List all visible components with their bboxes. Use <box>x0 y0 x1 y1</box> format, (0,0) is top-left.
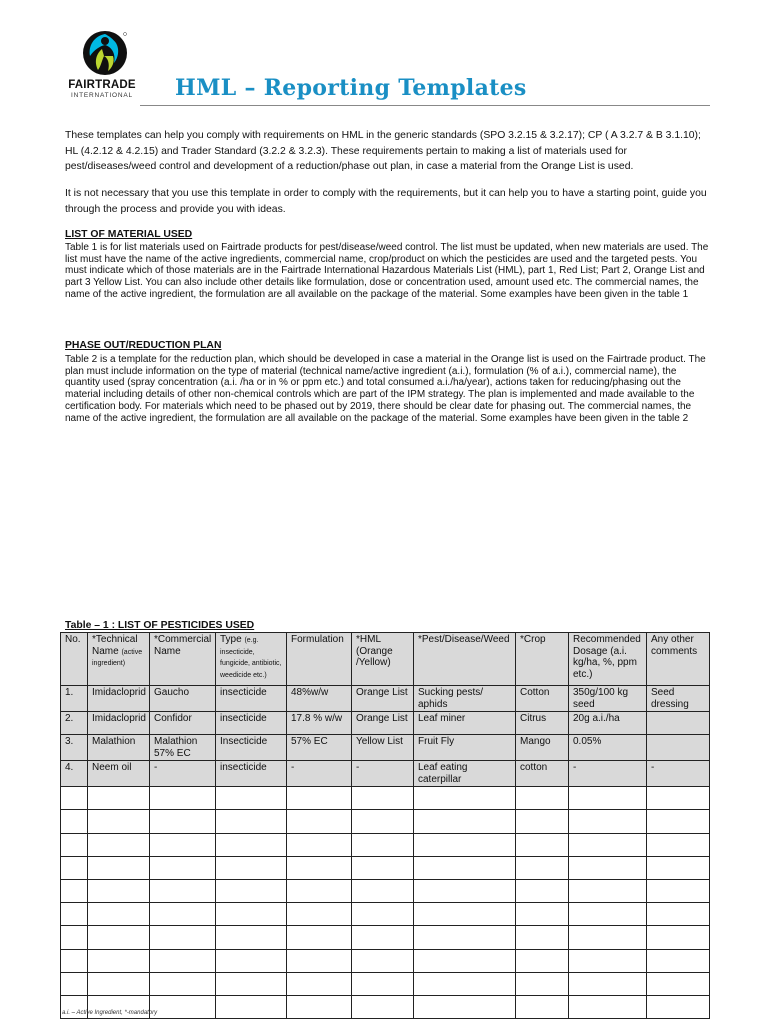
empty-table-cell[interactable] <box>287 856 352 879</box>
empty-table-cell[interactable] <box>569 856 647 879</box>
table-cell: Leaf miner <box>414 712 516 735</box>
table-cell: Fruit Fly <box>414 735 516 761</box>
empty-table-cell[interactable] <box>150 903 216 926</box>
section-heading-materials: LIST OF MATERIAL USED <box>65 229 193 240</box>
empty-table-cell[interactable] <box>287 833 352 856</box>
logo-wordmark: FAIRTRADE <box>68 79 136 91</box>
column-header-label: Type <box>220 634 242 645</box>
empty-table-cell[interactable] <box>647 810 710 833</box>
empty-table-cell[interactable] <box>414 926 516 949</box>
empty-table-cell[interactable] <box>414 787 516 810</box>
empty-table-cell[interactable] <box>516 879 569 902</box>
table-cell: 350g/100 kg seed <box>569 686 647 712</box>
section-heading-phase-out: PHASE OUT/REDUCTION PLAN <box>65 340 222 351</box>
empty-table-cell[interactable] <box>569 903 647 926</box>
table-row <box>61 735 710 761</box>
table-header-row <box>61 633 710 686</box>
table-cell: 2. <box>61 712 88 735</box>
empty-table-cell[interactable] <box>647 949 710 972</box>
empty-table-cell[interactable] <box>569 949 647 972</box>
empty-table-cell[interactable] <box>516 972 569 995</box>
empty-table-cell[interactable] <box>647 995 710 1018</box>
empty-table-cell[interactable] <box>647 972 710 995</box>
table-cell: - <box>352 761 414 787</box>
table-cell: 1. <box>61 686 88 712</box>
empty-table-cell[interactable] <box>88 833 150 856</box>
empty-table-cell[interactable] <box>88 787 150 810</box>
empty-table-row <box>61 810 710 833</box>
empty-table-cell[interactable] <box>216 926 287 949</box>
table-cell: Insecticide <box>216 735 287 761</box>
empty-table-cell[interactable] <box>352 995 414 1018</box>
empty-table-cell[interactable] <box>569 787 647 810</box>
empty-table-cell[interactable] <box>61 949 88 972</box>
empty-table-cell[interactable] <box>414 949 516 972</box>
empty-table-cell[interactable] <box>287 903 352 926</box>
table-cell: 57% EC <box>287 735 352 761</box>
title-divider <box>140 105 710 106</box>
empty-table-cell[interactable] <box>569 995 647 1018</box>
empty-table-row <box>61 995 710 1018</box>
empty-table-cell[interactable] <box>647 903 710 926</box>
intro-paragraph-1: These templates can help you comply with requirements on HML in the generic standards (SPO 3.2.15 & 3.2.17); CP ( A 3.2.7 & B 3.1.10); HL (4.2.12 & 4.2.15) and Trader Standard (3.2.2 & 3.2.3). These requirements pertain to making a list of materials used for pest/diseases/weed control and development of a reduction/phase out plan, in case a material from the Orange List is used. <box>65 130 701 172</box>
table-footnote: a.i. – Active Ingredient, *-mandatory <box>62 1010 158 1016</box>
empty-table-cell[interactable] <box>414 995 516 1018</box>
empty-table-cell[interactable] <box>150 972 216 995</box>
empty-table-cell[interactable] <box>61 903 88 926</box>
empty-table-cell[interactable] <box>287 926 352 949</box>
table-caption: Table – 1 : LIST OF PESTICIDES USED <box>65 620 255 631</box>
empty-table-cell[interactable] <box>61 833 88 856</box>
table-cell: 20g a.i./ha <box>569 712 647 735</box>
table-cell: - <box>647 761 710 787</box>
section-body-materials: Table 1 is for list materials used on Fairtrade products for pest/disease/weed control. The list must be updated, when new materials are used. The list must have the name of the active ingredients, commercial name, crop/product on which the pesticides are used and the targeted pests. You must indicate which of those materials are in the Fairtrade International Hazardous Materials List (HML), part 1, Red List; Part 2, Orange List and part 3 Yellow List. You can also include other details like formulation, dose or concentration used, amount used etc. The commercial names, the name of the active ingredient, the formulation are all available on the package of the material. Some examples have been given in the table 1 <box>65 242 709 300</box>
empty-table-cell[interactable] <box>216 972 287 995</box>
empty-table-cell[interactable] <box>61 879 88 902</box>
empty-table-cell[interactable] <box>569 810 647 833</box>
column-header-label: *HML (Orange /Yellow) <box>356 634 393 668</box>
empty-table-cell[interactable] <box>516 949 569 972</box>
empty-table-cell[interactable] <box>150 879 216 902</box>
table-cell: Yellow List <box>352 735 414 761</box>
empty-table-cell[interactable] <box>216 949 287 972</box>
empty-table-cell[interactable] <box>287 787 352 810</box>
empty-table-cell[interactable] <box>352 833 414 856</box>
empty-table-row <box>61 949 710 972</box>
empty-table-cell[interactable] <box>88 926 150 949</box>
column-header <box>150 633 216 686</box>
column-header-label: *Technical Name <box>92 634 138 657</box>
empty-table-row <box>61 856 710 879</box>
table-row <box>61 712 710 735</box>
table-cell: 0.05% <box>569 735 647 761</box>
table-cell: Confidor <box>150 712 216 735</box>
empty-table-cell[interactable] <box>287 879 352 902</box>
table-cell: Seed dressing <box>647 686 710 712</box>
empty-table-cell[interactable] <box>88 856 150 879</box>
table-cell: Leaf eating caterpillar <box>414 761 516 787</box>
table-cell: Mango <box>516 735 569 761</box>
section-body-phase-out: Table 2 is a template for the reduction plan, which should be developed in case a material in the Orange list is used on the Fairtrade product. The plan must include information on the type of material (technical name/active ingredient (a.i.), formulation (% of a.i.), commercial name), the quantity used (spray concentration (a.i. /ha or in % or ppm etc.) and total consumed a.i./ha/year), actions taken for reducing/phasing out the material including details of other non-chemical controls which are part of the IPM strategy. The plan is implemented and made available to the certification body. For materials which need to be phased out by 2019, there should be clear date for phasing out. The commercial names, the name of the active ingredient, the formulation are all available on the package of the material. Some examples have been given in the table 2 <box>65 354 706 424</box>
empty-table-cell[interactable] <box>216 833 287 856</box>
table-cell: 17.8 % w/w <box>287 712 352 735</box>
table-cell <box>647 735 710 761</box>
empty-table-cell[interactable] <box>216 787 287 810</box>
empty-table-cell[interactable] <box>352 903 414 926</box>
empty-table-cell[interactable] <box>352 972 414 995</box>
pesticides-table <box>60 632 710 1019</box>
table-cell: Cotton <box>516 686 569 712</box>
empty-table-row <box>61 903 710 926</box>
empty-table-row <box>61 972 710 995</box>
intro-paragraph-2: It is not necessary that you use this template in order to comply with the requirements, but it can help you to have a starting point, guide you through the process and provide you with ideas. <box>65 188 707 215</box>
empty-table-cell[interactable] <box>569 833 647 856</box>
column-header <box>287 633 352 686</box>
empty-table-cell[interactable] <box>516 926 569 949</box>
table-cell: Malathion <box>88 735 150 761</box>
empty-table-cell[interactable] <box>414 833 516 856</box>
table-cell: insecticide <box>216 712 287 735</box>
table-cell: 48%w/w <box>287 686 352 712</box>
empty-table-cell[interactable] <box>352 879 414 902</box>
column-header-label: No. <box>65 634 81 645</box>
empty-table-cell[interactable] <box>352 949 414 972</box>
empty-table-cell[interactable] <box>414 972 516 995</box>
table-cell: Orange List <box>352 712 414 735</box>
table-cell: Orange List <box>352 686 414 712</box>
empty-table-cell[interactable] <box>414 810 516 833</box>
column-header-label: *Commercial Name <box>154 634 212 657</box>
empty-table-cell[interactable] <box>61 787 88 810</box>
table-cell: 4. <box>61 761 88 787</box>
table-cell: - <box>150 761 216 787</box>
empty-table-cell[interactable] <box>647 879 710 902</box>
empty-table-cell[interactable] <box>352 787 414 810</box>
empty-table-cell[interactable] <box>647 833 710 856</box>
column-header-label: *Pest/Disease/Weed <box>418 634 510 645</box>
empty-table-cell[interactable] <box>414 856 516 879</box>
empty-table-cell[interactable] <box>150 856 216 879</box>
column-header <box>216 633 287 686</box>
table-cell: Neem oil <box>88 761 150 787</box>
empty-table-cell[interactable] <box>61 926 88 949</box>
empty-table-cell[interactable] <box>287 995 352 1018</box>
column-header <box>88 633 150 686</box>
empty-table-cell[interactable] <box>61 810 88 833</box>
empty-table-cell[interactable] <box>569 879 647 902</box>
fairtrade-logo <box>62 30 142 102</box>
table-cell: Imidacloprid <box>88 712 150 735</box>
table-cell: cotton <box>516 761 569 787</box>
column-header <box>516 633 569 686</box>
empty-table-cell[interactable] <box>569 972 647 995</box>
empty-table-cell[interactable] <box>150 787 216 810</box>
empty-table-cell[interactable] <box>516 903 569 926</box>
empty-table-cell[interactable] <box>216 995 287 1018</box>
empty-table-cell[interactable] <box>352 856 414 879</box>
empty-table-cell[interactable] <box>516 856 569 879</box>
table-cell: Citrus <box>516 712 569 735</box>
empty-table-cell[interactable] <box>516 995 569 1018</box>
logo-subtitle: INTERNATIONAL <box>71 92 133 99</box>
empty-table-cell[interactable] <box>414 903 516 926</box>
table-cell: - <box>287 761 352 787</box>
empty-table-cell[interactable] <box>516 810 569 833</box>
empty-table-cell[interactable] <box>216 810 287 833</box>
empty-table-cell[interactable] <box>88 972 150 995</box>
table-row <box>61 686 710 712</box>
empty-table-cell[interactable] <box>88 879 150 902</box>
table-cell: Malathion 57% EC <box>150 735 216 761</box>
empty-table-cell[interactable] <box>61 972 88 995</box>
table-cell <box>647 712 710 735</box>
empty-table-cell[interactable] <box>88 903 150 926</box>
page-title: HML – Reporting Templates <box>175 75 527 101</box>
empty-table-cell[interactable] <box>88 949 150 972</box>
empty-table-cell[interactable] <box>88 810 150 833</box>
empty-table-cell[interactable] <box>647 856 710 879</box>
column-header <box>414 633 516 686</box>
column-header <box>647 633 710 686</box>
column-header-note: (e.g. insecticide, fungicide, antibiotic, weedicide etc.) <box>220 637 282 679</box>
table-cell: insecticide <box>216 761 287 787</box>
column-header-label: Recommended Dosage (a.i. kg/ha, %, ppm etc.) <box>573 634 641 680</box>
empty-table-cell[interactable] <box>150 995 216 1018</box>
empty-table-cell[interactable] <box>516 787 569 810</box>
empty-table-cell[interactable] <box>150 926 216 949</box>
table-cell: Imidacloprid <box>88 686 150 712</box>
table-cell: insecticide <box>216 686 287 712</box>
column-header-label: *Crop <box>520 634 546 645</box>
empty-table-cell[interactable] <box>61 856 88 879</box>
table-cell: Gaucho <box>150 686 216 712</box>
empty-table-cell[interactable] <box>352 926 414 949</box>
empty-table-cell[interactable] <box>216 879 287 902</box>
empty-table-cell[interactable] <box>414 879 516 902</box>
column-header <box>61 633 88 686</box>
empty-table-cell[interactable] <box>150 833 216 856</box>
empty-table-cell[interactable] <box>569 926 647 949</box>
empty-table-cell[interactable] <box>216 903 287 926</box>
table-cell: Sucking pests/ aphids <box>414 686 516 712</box>
empty-table-row <box>61 833 710 856</box>
empty-table-cell[interactable] <box>150 810 216 833</box>
fairtrade-mark-icon <box>82 30 128 76</box>
column-header-label: Any other comments <box>651 634 698 657</box>
empty-table-row <box>61 787 710 810</box>
empty-table-cell[interactable] <box>287 949 352 972</box>
empty-table-cell[interactable] <box>287 810 352 833</box>
empty-table-cell[interactable] <box>647 926 710 949</box>
table-row <box>61 761 710 787</box>
empty-table-cell[interactable] <box>216 856 287 879</box>
column-header-note: (active ingredient) <box>92 648 143 667</box>
empty-table-row <box>61 879 710 902</box>
column-header <box>352 633 414 686</box>
empty-table-cell[interactable] <box>516 833 569 856</box>
empty-table-cell[interactable] <box>287 972 352 995</box>
column-header-label: Formulation <box>291 634 344 645</box>
column-header <box>569 633 647 686</box>
empty-table-cell[interactable] <box>352 810 414 833</box>
empty-table-row <box>61 926 710 949</box>
empty-table-cell[interactable] <box>150 949 216 972</box>
table-cell: - <box>569 761 647 787</box>
table-cell: 3. <box>61 735 88 761</box>
empty-table-cell[interactable] <box>647 787 710 810</box>
